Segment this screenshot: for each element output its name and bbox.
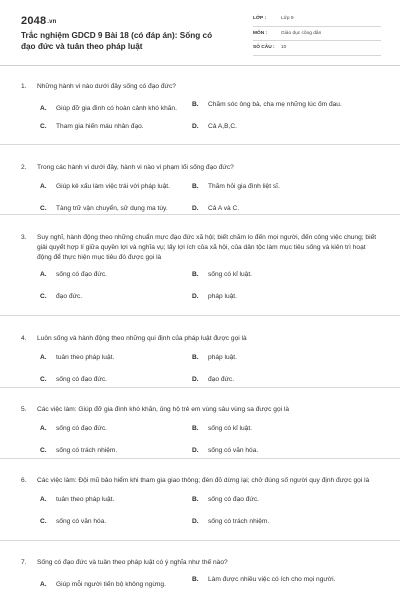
answer-option[interactable] (21, 104, 192, 114)
answer-text: Tham gia hiến máu nhân đạo. (56, 122, 144, 130)
answer-letter: C. (40, 375, 47, 383)
meta-label: LỚP : (253, 16, 267, 22)
answer-letter: A. (40, 104, 47, 112)
answer-text: sống có đạo đức. (56, 271, 107, 279)
logo-text: 2048 (21, 15, 47, 27)
answer-option[interactable] (21, 270, 192, 280)
answer-text: sống có đạo đức. (208, 495, 259, 503)
answer-option[interactable] (21, 204, 192, 214)
answer-letter: C. (40, 122, 47, 130)
answer-grid (21, 353, 386, 385)
question-text: Các việc làm: Giúp đỡ gia đình khó khăn, ủng hộ trẻ em vùng sâu vùng sa được gọi là (37, 406, 290, 413)
answer-option[interactable] (21, 517, 192, 527)
question-stem (21, 163, 386, 173)
question-5 (0, 388, 400, 459)
answer-letter: B. (192, 100, 199, 108)
answer-text: Cả A và C. (208, 204, 240, 212)
answer-text: Chăm sóc ông bà, cha mẹ những lúc ốm đau. (208, 100, 342, 108)
answer-option[interactable] (192, 292, 386, 302)
answer-text: sống có kỉ luật. (208, 271, 252, 279)
meta-row-count (253, 41, 381, 56)
meta-row-subject (253, 27, 381, 42)
question-number: 7. (21, 559, 27, 566)
answer-option[interactable] (21, 375, 192, 385)
answer-option[interactable] (192, 270, 386, 280)
question-2 (0, 145, 400, 215)
answer-option[interactable] (192, 182, 386, 192)
question-1 (0, 82, 400, 145)
answer-option[interactable] (192, 204, 386, 214)
question-list (0, 82, 400, 600)
answer-letter: D. (192, 122, 199, 130)
answer-option[interactable] (21, 446, 192, 456)
answer-letter: A. (40, 495, 47, 503)
answer-letter: A. (40, 580, 47, 588)
answer-option[interactable] (21, 292, 192, 302)
answer-text: Giúp đỡ gia đình có hoàn cảnh khó khăn. (56, 104, 177, 112)
answer-grid (21, 182, 386, 214)
answer-text: pháp luật. (208, 293, 237, 301)
question-6 (0, 459, 400, 541)
question-4 (0, 316, 400, 388)
answer-grid (21, 100, 386, 132)
answer-text: Giúp kẻ xấu làm việc trái với pháp luật. (56, 182, 170, 190)
answer-text: sống có đạo đức. (56, 375, 107, 383)
meta-value: 10 (281, 45, 287, 51)
page-header (0, 0, 400, 66)
answer-option[interactable] (21, 182, 192, 192)
answer-letter: C. (40, 293, 47, 301)
meta-value: Lớp 9 (281, 16, 294, 22)
meta-label: MÔN : (253, 30, 268, 36)
question-stem (21, 405, 386, 415)
answer-option[interactable] (192, 353, 386, 363)
question-number: 1. (21, 83, 27, 90)
answer-grid (21, 575, 386, 590)
answer-text: sống có văn hóa. (208, 446, 259, 454)
answer-letter: D. (192, 446, 199, 454)
answer-letter: B. (192, 182, 199, 190)
site-logo[interactable] (21, 15, 57, 27)
answer-option[interactable] (192, 446, 386, 456)
answer-text: sống có đạo đức. (56, 424, 107, 432)
question-stem (21, 82, 386, 92)
answer-letter: D. (192, 517, 199, 525)
answer-letter: B. (192, 495, 199, 503)
answer-letter: A. (40, 271, 47, 279)
question-3 (0, 215, 400, 316)
answer-text: sống có kỉ luật. (208, 424, 252, 432)
answer-option[interactable] (192, 100, 386, 114)
question-stem (21, 233, 386, 262)
answer-text: đạo đức. (208, 375, 235, 383)
question-number: 2. (21, 164, 27, 171)
question-text: Luôn sống và hành động theo những qui định của pháp luật được gọi là (37, 335, 247, 342)
answer-letter: C. (40, 204, 47, 212)
question-stem (21, 476, 386, 486)
answer-option[interactable] (21, 122, 192, 132)
answer-option[interactable] (21, 424, 192, 434)
answer-grid (21, 424, 386, 456)
answer-option[interactable] (192, 575, 386, 590)
answer-letter: B. (192, 353, 199, 361)
answer-text: đạo đức. (56, 293, 83, 301)
answer-text: Cả A,B,C. (208, 122, 237, 130)
answer-text: Tàng trữ vận chuyển, sử dụng ma túy. (56, 204, 168, 212)
answer-option[interactable] (21, 580, 192, 590)
question-stem (21, 334, 386, 344)
answer-option[interactable] (192, 375, 386, 385)
answer-letter: B. (192, 424, 199, 432)
quiz-meta (253, 12, 381, 56)
answer-grid (21, 495, 386, 527)
answer-letter: C. (40, 517, 47, 525)
question-number: 5. (21, 406, 27, 413)
question-7 (0, 541, 400, 600)
answer-option[interactable] (192, 495, 386, 505)
logo-suffix: .vn (47, 19, 57, 25)
question-text: Sống có đạo đức và tuân theo pháp luật có ý nghĩa như thế nào? (37, 559, 228, 566)
answer-grid (21, 270, 386, 302)
answer-text: Giúp mỗi người tiến bộ không ngừng. (56, 580, 166, 588)
answer-text: tuân theo pháp luật. (56, 495, 115, 503)
answer-text: pháp luật. (208, 353, 237, 361)
answer-letter: A. (40, 353, 47, 361)
question-text: Những hành vi nào dưới đây sống có đạo đức? (37, 83, 176, 90)
answer-letter: C. (40, 446, 47, 454)
question-number: 6. (21, 477, 27, 484)
answer-text: sống có văn hóa. (56, 517, 107, 525)
answer-letter: D. (192, 293, 199, 301)
answer-option[interactable] (192, 517, 386, 527)
question-text: Các việc làm: Đội mũ bảo hiểm khi tham gia giao thông; đèn đỏ dừng lại; chở đúng số người quy định được gọi là (37, 477, 370, 484)
answer-text: tuân theo pháp luật. (56, 353, 115, 361)
answer-text: Thăm hỏi gia đình liệt sĩ. (208, 182, 280, 190)
meta-value: Giáo dục công dân (281, 30, 322, 36)
question-stem (21, 558, 386, 568)
answer-text: sống có trách nhiệm. (208, 517, 270, 525)
question-number: 4. (21, 335, 27, 342)
answer-letter: A. (40, 182, 47, 190)
question-text: Suy nghĩ, hành động theo những chuẩn mực đạo đức xã hội; biết chăm lo đến mọi người, đến công việc chung; biết giải quyết hợp lí giữa quyền lợi và nghĩa vụ; lấy lợi ích của xã hội, của dân tộc làm mục tiêu sống và kiên trì hoạt động để thực hiện mục tiêu đó được gọi là (37, 234, 377, 261)
answer-letter: A. (40, 424, 47, 432)
answer-option[interactable] (192, 424, 386, 434)
answer-option[interactable] (21, 495, 192, 505)
answer-text: Làm được nhiều việc có ích cho mọi người. (208, 575, 336, 583)
question-number: 3. (21, 234, 27, 241)
answer-text: sống có trách nhiệm. (56, 446, 118, 454)
answer-option[interactable] (192, 122, 386, 132)
meta-row-class (253, 12, 381, 27)
page-title: Trắc nghiệm GDCD 9 Bài 18 (có đáp án): Sống có đạo đức và tuân theo pháp luật (21, 31, 213, 51)
meta-label: SỐ CÂU : (253, 45, 275, 51)
answer-letter: B. (192, 575, 199, 583)
answer-letter: D. (192, 204, 199, 212)
answer-letter: D. (192, 375, 199, 383)
answer-letter: B. (192, 271, 199, 279)
question-text: Trong các hành vi dưới đây, hành vi nào vi phạm lối sống đạo đức? (37, 164, 234, 171)
answer-option[interactable] (21, 353, 192, 363)
